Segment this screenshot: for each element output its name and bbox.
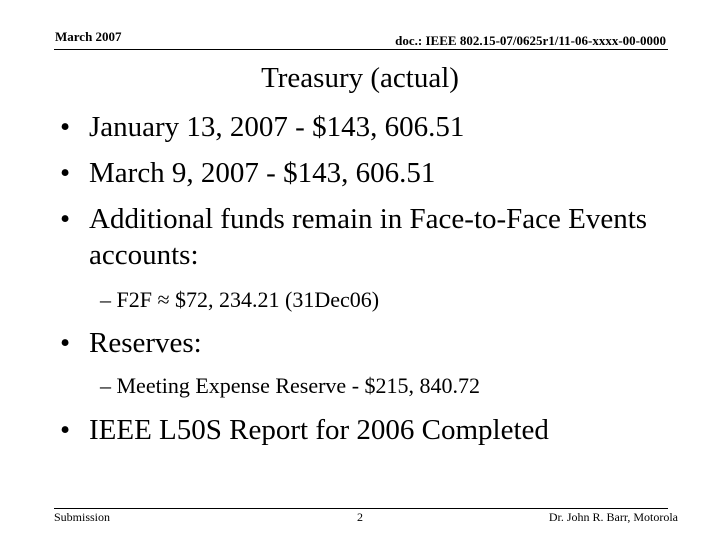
bullet-text: Additional funds remain in Face-to-Face Events accounts: — [89, 203, 648, 271]
bullet-item — [60, 201, 660, 273]
header-date: March 2007 — [55, 29, 122, 44]
bullet-marker: • — [60, 157, 71, 189]
bullet-item — [60, 325, 660, 361]
slide-title: Treasury (actual) — [261, 62, 459, 94]
footer-submission: Submission — [54, 510, 111, 524]
bullet-item — [60, 109, 660, 145]
page-number: 2 — [357, 510, 363, 524]
bullet-item — [60, 412, 660, 448]
footer-divider — [54, 508, 668, 509]
footer-author: Dr. John R. Barr, Motorola — [548, 510, 678, 524]
bullet-text: March 9, 2007 - $143, 606.51 — [89, 157, 436, 189]
bullet-marker: • — [60, 203, 71, 235]
bullet-marker: • — [60, 414, 71, 446]
bullet-marker: • — [60, 111, 71, 143]
header-doc-id: doc.: IEEE 802.15-07/0625r1/11-06-xxxx-00-0000 — [395, 33, 666, 48]
bullet-text: January 13, 2007 - $143, 606.51 — [89, 111, 465, 143]
bullet-text: IEEE L50S Report for 2006 Completed — [89, 414, 549, 446]
bullet-item — [60, 155, 660, 191]
sub-bullet-text: – F2F ≈ $72, 234.21 (31Dec06) — [100, 287, 380, 312]
bullet-marker: • — [60, 327, 71, 359]
header-divider — [54, 49, 668, 50]
sub-bullet-text: – Meeting Expense Reserve - $215, 840.72 — [100, 373, 481, 398]
bullet-text: Reserves: — [89, 327, 202, 359]
